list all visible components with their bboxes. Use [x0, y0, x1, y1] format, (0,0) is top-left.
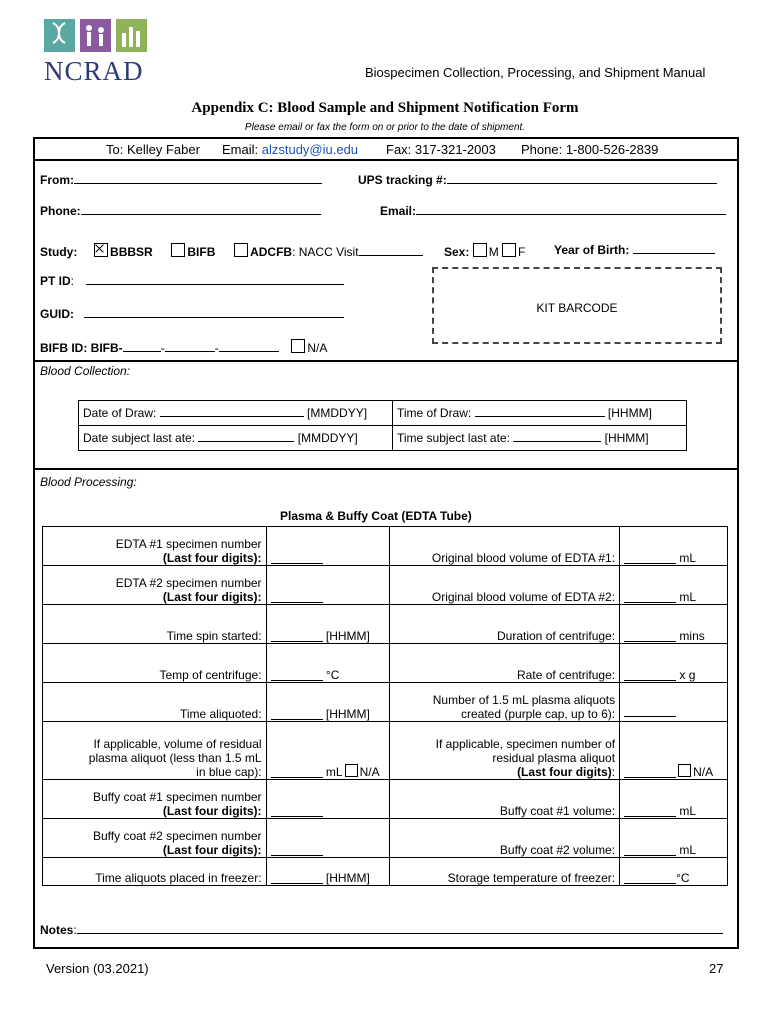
time-aliquoted-unit: [HHMM] [325, 707, 370, 721]
buffy2-volume-label-cell: Buffy coat #2 volume: [390, 819, 620, 858]
duration-label-cell: Duration of centrifuge: [390, 605, 620, 644]
ptid-colon: : [70, 274, 75, 288]
date-last-ate-label: Date subject last ate: [83, 431, 196, 445]
buffy2-volume-input-cell[interactable] [620, 819, 728, 858]
study-row [40, 243, 423, 259]
version-label: Version (03.2021) [46, 961, 149, 976]
bifb-id-field[interactable] [40, 339, 327, 355]
duration-input-cell[interactable] [620, 605, 728, 644]
storage-temp-unit: °C [676, 871, 690, 885]
buffy2-label-cell [43, 819, 267, 858]
form-instruction: Please email or fax the form on or prior to the date of shipment. [244, 122, 526, 133]
residual-specimen-line3: (Last four digits) [517, 765, 612, 779]
time-aliquoted-input-cell[interactable] [266, 683, 390, 722]
orig-vol2-unit: mL [679, 590, 697, 604]
sex-row [444, 243, 525, 259]
buffy1-volume-unit: mL [679, 804, 697, 818]
blood-collection-heading: Blood Collection: [40, 364, 131, 378]
to-label: To: Kelley Faber [106, 142, 200, 157]
ups-label: UPS tracking #: [358, 173, 447, 187]
edta2-label-cell [43, 566, 267, 605]
edta1-label-line1: EDTA #1 specimen number [115, 537, 262, 551]
residual-volume-line3: in blue cap): [196, 765, 262, 779]
plasma-buffy-table [42, 526, 728, 886]
date-last-ate-format: [MMDDYY] [297, 431, 358, 445]
num-aliquots-label-cell [390, 683, 620, 722]
time-spin-label-cell: Time spin started: [43, 605, 267, 644]
residual-volume-line1: If applicable, volume of residual [93, 737, 262, 751]
residual-volume-unit: mL [325, 765, 343, 779]
bifb-na-checkbox[interactable] [291, 339, 305, 353]
ups-tracking-field[interactable] [358, 173, 717, 187]
orig-vol1-unit: mL [679, 551, 697, 565]
residual-specimen-colon: : [611, 765, 616, 779]
from-field[interactable] [40, 173, 322, 187]
orig-vol1-label-cell: Original blood volume of EDTA #1: [390, 527, 620, 566]
study-bbbsr-checkbox[interactable] [94, 243, 108, 257]
time-freezer-unit: [HHMM] [325, 871, 370, 885]
time-last-ate-label: Time subject last ate: [397, 431, 510, 445]
email-prefix: Email: [222, 142, 262, 157]
residual-specimen-na-checkbox[interactable] [678, 764, 691, 777]
buffy1-volume-input-cell[interactable] [620, 780, 728, 819]
residual-volume-na-label: N/A [359, 765, 380, 779]
storage-temp-label-cell: Storage temperature of freezer: [390, 858, 620, 886]
sex-f-label: F [518, 245, 526, 259]
ncrad-logo [44, 19, 148, 86]
residual-volume-label-cell [43, 722, 267, 780]
residual-specimen-na-label: N/A [693, 765, 714, 779]
buffy1-input-cell[interactable] [266, 780, 390, 819]
residual-specimen-label-cell [390, 722, 620, 780]
edta1-label-cell [43, 527, 267, 566]
bifb-na-label: N/A [307, 341, 328, 355]
logo-tiles-icon [44, 19, 148, 55]
time-of-draw-label: Time of Draw: [397, 406, 472, 420]
buffy1-label-cell [43, 780, 267, 819]
sex-f-checkbox[interactable] [502, 243, 516, 257]
rate-input-cell[interactable] [620, 644, 728, 683]
buffy2-volume-unit: mL [679, 843, 697, 857]
residual-volume-input-cell[interactable] [266, 722, 390, 780]
ptid-field[interactable] [40, 274, 344, 288]
edta1-label-line2: (Last four digits): [162, 551, 262, 565]
num-aliquots-input-cell[interactable] [620, 683, 728, 722]
page-number: 27 [709, 961, 724, 976]
temp-input-cell[interactable] [266, 644, 390, 683]
time-spin-unit: [HHMM] [325, 629, 370, 643]
bifb-dash-1: - [160, 341, 165, 355]
year-of-birth-field[interactable] [554, 243, 715, 257]
plasma-table-title: Plasma & Buffy Coat (EDTA Tube) [280, 509, 472, 523]
buffy2-line1: Buffy coat #2 specimen number [93, 829, 262, 843]
nacc-visit-input[interactable] [359, 255, 423, 256]
time-freezer-label-cell: Time aliquots placed in freezer: [43, 858, 267, 886]
num-aliquots-line2: created (purple cap, up to 6): [460, 707, 616, 721]
buffy2-line2: (Last four digits): [162, 843, 262, 857]
edta1-input-cell[interactable] [266, 527, 390, 566]
study-bifb-checkbox[interactable] [171, 243, 185, 257]
bifb-dash-2: - [214, 341, 219, 355]
email-label: Email: [380, 204, 417, 218]
buffy1-volume-label-cell: Buffy coat #1 volume: [390, 780, 620, 819]
study-label: Study: [40, 245, 78, 259]
time-of-draw-cell[interactable] [393, 401, 687, 426]
manual-title: Biospecimen Collection, Processing, and Shipment Manual [365, 65, 706, 80]
kit-barcode-label: KIT BARCODE [536, 301, 618, 315]
sex-m-checkbox[interactable] [473, 243, 487, 257]
blood-processing-heading: Blood Processing: [40, 475, 137, 489]
bifb-id-label: BIFB ID: BIFB- [40, 341, 123, 355]
residual-specimen-line1: If applicable, specimen number of [435, 737, 616, 751]
time-last-ate-cell[interactable] [393, 426, 687, 451]
from-label: From: [40, 173, 74, 187]
study-adcfb-label: ADCFB [250, 245, 293, 259]
guid-field[interactable] [40, 307, 344, 321]
fax-contact: Fax: 317-321-2003 [386, 142, 496, 157]
date-of-draw-cell[interactable] [79, 401, 393, 426]
temp-unit: °C [325, 668, 340, 682]
time-aliquoted-label-cell: Time aliquoted: [43, 683, 267, 722]
header-divider [33, 159, 739, 161]
study-adcfb-checkbox[interactable] [234, 243, 248, 257]
buffy1-line2: (Last four digits): [162, 804, 262, 818]
temp-label-cell: Temp of centrifuge: [43, 644, 267, 683]
sex-m-label: M [488, 245, 499, 259]
orig-vol2-label-cell: Original blood volume of EDTA #2: [390, 566, 620, 605]
nacc-visit-label: : NACC Visit [292, 245, 359, 259]
blood-collection-table [78, 400, 687, 451]
form-title: Appendix C: Blood Sample and Shipment Notification Form [191, 100, 579, 116]
phone-label: Phone: [40, 204, 81, 218]
orig-vol1-input-cell[interactable] [620, 527, 728, 566]
email-link[interactable]: alzstudy@iu.edu [261, 142, 359, 157]
phone-field[interactable] [40, 204, 321, 218]
rate-unit: x g [679, 668, 696, 682]
study-bifb-label: BIFB [187, 245, 216, 259]
guid-label: GUID: [40, 307, 74, 321]
time-last-ate-format: [HHMM] [604, 431, 649, 445]
date-of-draw-label: Date of Draw: [83, 406, 157, 420]
residual-volume-line2: plasma aliquot (less than 1.5 mL [88, 751, 262, 765]
num-aliquots-line1: Number of 1.5 mL plasma aliquots [432, 693, 616, 707]
buffy1-line1: Buffy coat #1 specimen number [93, 790, 262, 804]
time-freezer-input-cell[interactable] [266, 858, 390, 886]
buffy2-input-cell[interactable] [266, 819, 390, 858]
kit-barcode-box[interactable] [432, 267, 722, 344]
study-bbbsr-label: BBBSR [110, 245, 153, 259]
residual-specimen-line2: residual plasma aliquot [492, 751, 616, 765]
residual-volume-na-checkbox[interactable] [345, 764, 358, 777]
notes-field[interactable] [40, 923, 723, 937]
duration-unit: mins [679, 629, 705, 643]
date-last-ate-cell[interactable] [79, 426, 393, 451]
orig-vol2-input-cell[interactable] [620, 566, 728, 605]
edta2-label-line1: EDTA #2 specimen number [115, 576, 262, 590]
notes-label: Notes [40, 923, 74, 937]
ptid-label: PT ID [40, 274, 71, 288]
org-name: NCRAD [44, 56, 144, 86]
notes-colon: : [73, 923, 77, 937]
edta2-input-cell[interactable] [266, 566, 390, 605]
yob-label: Year of Birth: [554, 243, 630, 257]
phone-contact: Phone: 1-800-526-2839 [521, 142, 659, 157]
sex-label: Sex: [444, 245, 470, 259]
date-of-draw-format: [MMDDYY] [307, 406, 368, 420]
time-of-draw-format: [HHMM] [607, 406, 652, 420]
rate-label-cell: Rate of centrifuge: [390, 644, 620, 683]
edta2-label-line2: (Last four digits): [162, 590, 262, 604]
email-contact [222, 142, 358, 157]
email-field[interactable] [380, 204, 726, 218]
residual-specimen-input-cell[interactable] [620, 722, 728, 780]
time-spin-input-cell[interactable] [266, 605, 390, 644]
storage-temp-input-cell[interactable] [620, 858, 728, 886]
